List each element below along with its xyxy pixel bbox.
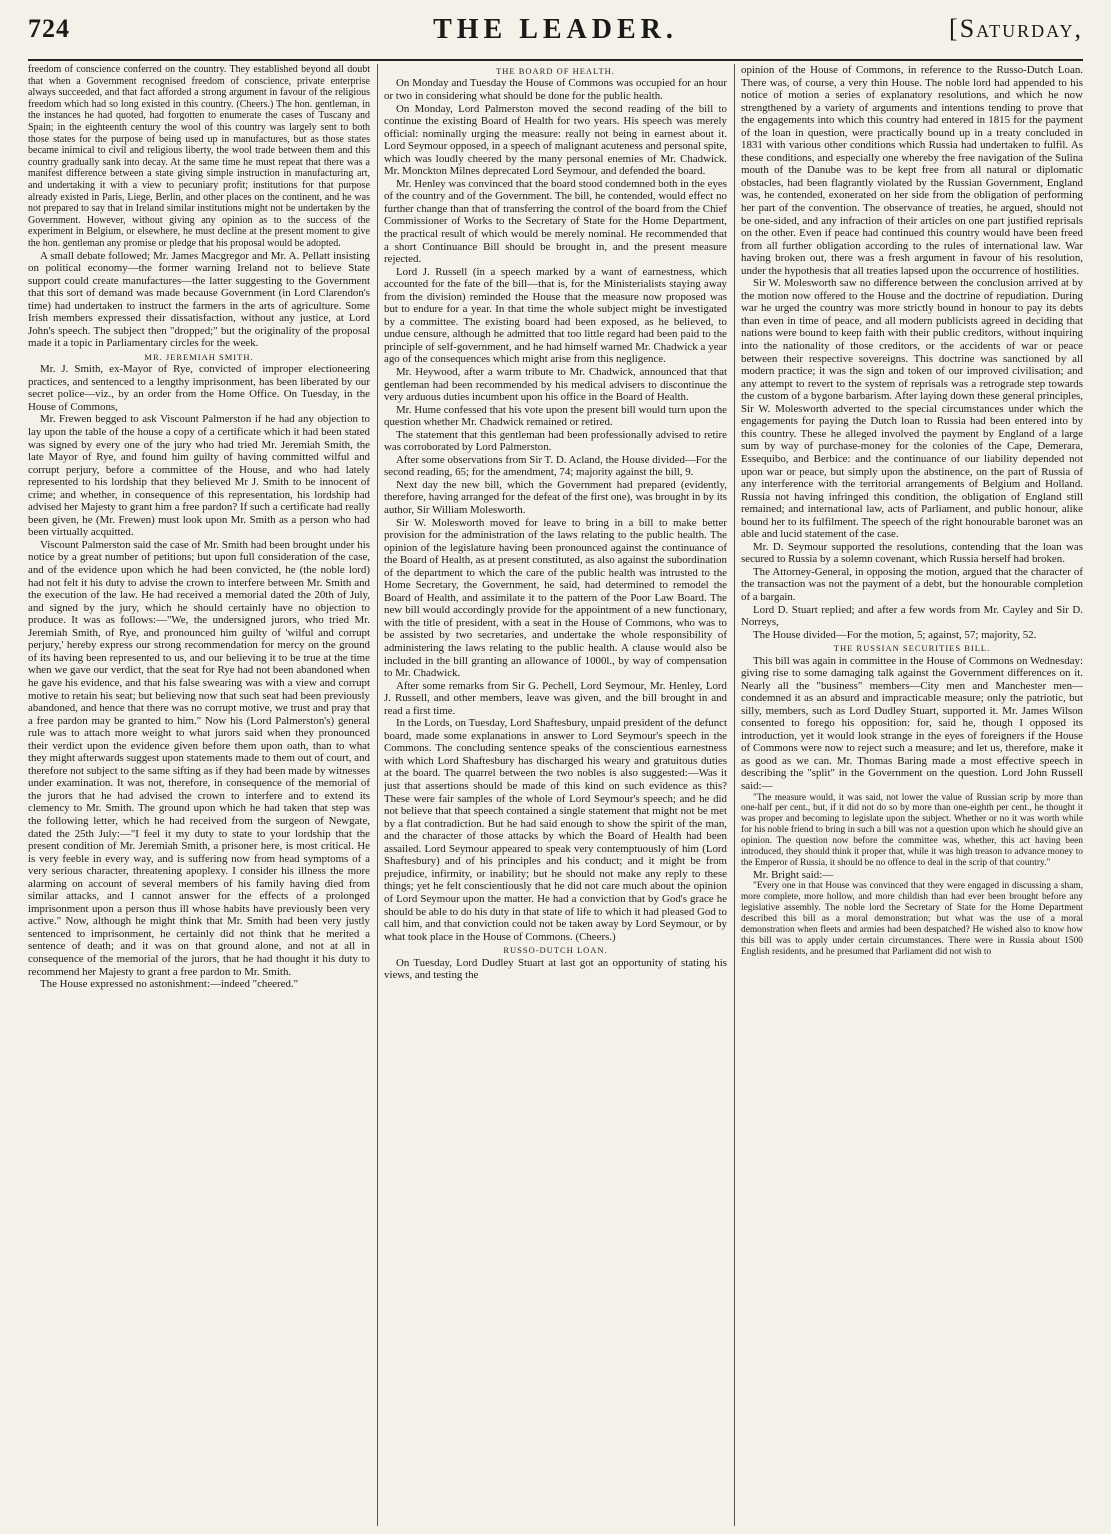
column-divider	[377, 64, 378, 1526]
paragraph: The House expressed no astonishment:—indeed "cheered."	[40, 978, 299, 991]
paragraph: The Attorney-General, in opposing the motion, argued that the character of the transaction was not the payment of a debt, but the honourable completion of a bargain.	[741, 565, 1083, 603]
section-heading: MR. JEREMIAH SMITH.	[144, 351, 254, 362]
issue-day: [Saturday,	[949, 14, 1083, 43]
paragraph: Sir W. Molesworth saw no difference between the conclusion arrived at by the motion now offered to the House and the doctrine of repudiation. During war he urged the country was more strictly bound in honour to pay its debts than even in time of peace, and all modern publicists agreed in deciding that nations were bound to keep faith with their public creditors, without inquiring into the nationality of those creditors, or the accidents of war or peace between their respective sovereigns. This doctrine was sanctioned by all modern practice; it was the sign and token of our improved civilisation; and any attempt to revert to the system of reprisals was a retrograde step towards the custom of a bygone barbarism. After laying down these general principles, Sir W. Molesworth adverted to the special circumstances under which the engagements for paying the Dutch loan to Russia had been entered into by this country. These he alleged involved the payment by England of a large sum by way of purchase-money for the colonies of the Cape, Demerara, Essequibo, and Berbice: and the continuance of our liability depended not upon war or peace, but simply upon the abstinence, on the part of Russia of any interference with the territorial arrangements of Belgium and Holland. Russia not having infringed this condition, the obligation of England still remained; and international law, acts of Parliament, and public honour, alike bound her to its fulfilment. The speech of the right honourable baronet was an able and lucid statement of the case.	[741, 277, 1083, 541]
paragraph: Mr. Frewen begged to ask Viscount Palmerston if he had any objection to lay upon the table of the house a copy of a certificate which it had been stated was signed by every one of the jury who had tried Mr. Jeremiah Smith, the late Mayor of Rye, and found him guilty of having committed wilful and corrupt perjury, before a committee of the House, and who had lately represented to his lordship that they believed Mr J. Smith to be innocent of crime; and whether, in consequence of this representation, his lordship had advised her Majesty to grant him a free pardon? If such a certificate had really been given, he (Mr. Frewen) must look upon Mr. Smith as a person who had been virtually acquitted.	[28, 413, 370, 539]
column-1	[28, 64, 370, 1526]
newspaper-title: THE LEADER.	[433, 14, 678, 45]
paragraph: This bill was again in committee in the House of Commons on Wednesday: giving rise to some damaging talk against the Government differences on it. Nearly all the "business" members—City men and Manchester men—condemned it as an absurd and impracticable measure; only the patriotic, but silly, members, such as Lord Dudley Stuart, supported it. Mr. James Wilson consented to forego his opposition: for, said he, though I opposed its introduction, yet it would look strange in the eyes of foreigners if the House of Commons were now to reject such a measure; and let us, therefore, make it as good as we can. Mr. Thomas Baring made a most effective speech in describing the "split" in the Government on the question. Lord John Russell said:—	[741, 654, 1083, 793]
paragraph: Mr. D. Seymour supported the resolutions, contending that the loan was secured to Russia by a solemn covenant, which Russia herself had broken.	[741, 540, 1083, 566]
paragraph: On Monday and Tuesday the House of Commons was occupied for an hour or two in considering what should be done for the public health.	[384, 77, 727, 102]
paragraph: Next day the new bill, which the Government had prepared (evidently, therefore, having arranged for the defeat of the first one), was brought in by its author, Sir William Molesworth.	[384, 478, 727, 516]
paragraph: The statement that this gentleman had been professionally advised to retire was corroborated by Lord Palmerston.	[384, 428, 727, 454]
paragraph: On Monday, Lord Palmerston moved the second reading of the bill to continue the existing Board of Health for two years. His speech was merely official: nominally urging the measure: really not being in earnest about it. Lord Seymour opposed, in a speech of malignant acuteness and personal spite, which was loudly cheered by the many personal enemies of Mr. Chadwick. Mr. Monckton Milnes deprecated Lord Seymour, and defended the board.	[384, 102, 727, 178]
paragraph: Sir W. Molesworth moved for leave to bring in a bill to make better provision for the administration of the laws relating to the public health. The opinion of the legislature having been pronounced against the continuance of the Board of Health, as at present constituted, as also against the subordination of the department to which the care of the public health was intrusted to the Home Secretary, the Government, he said, had determined to remodel the Board of Health, and assimilate it to the pattern of the Poor Law Board. The new bill would accordingly provide for the appointment of a new functionary, with the title of president, with a seat in the House of Commons, who was to be assisted by two secretaries, and undertake the whole responsibility of administering the laws relating to the public health. A clause would also be included in the bill granting an allowance of 1000l., by way of compensation to Mr. Chadwick.	[384, 516, 727, 680]
paragraph: Mr. Hume confessed that his vote upon the present bill would turn upon the question whether Mr. Chadwick remained or retired.	[384, 403, 727, 429]
paragraph: Mr. Heywood, after a warm tribute to Mr. Chadwick, announced that that gentleman had been recommended by his medical advisers to discontinue the very arduous duties incumbent upon his office in the Board of Health.	[384, 365, 727, 404]
paragraph: A small debate followed; Mr. James Macgregor and Mr. A. Pellatt insisting on political economy—the former warning Ireland not to believe State support could create manufactures—the latter suggesting to the Government that this sort of demand was made because Government (in Lord Clarendon's time) had undertaken to instruct the farmers in the arts of agriculture. Some Irish members expressed their dissatisfaction, without any justice, at Lord John's speech. The subject then "dropped;" but the originality of the proposal made it a topic in Parliamentary circles for the week.	[28, 249, 370, 350]
block-quote: "The measure would, it was said, not lower the value of Russian scrip by more than one-half per cent., but, if it did not do so by more than one-eighth per cent., he thought it was proper and becoming to legislate upon the subject. Whether or no it was worth while for his noble friend to bring in such a bill was not a question upon which he should give an opinion. The question now before the committee was, whether, this act having been introduced, they should think it proper that, while it was high treason to advance money to the Emperor of Russia, it should be no offence to deal in the scrip of that country."	[741, 792, 1083, 869]
paragraph: Lord D. Stuart replied; and after a few words from Mr. Cayley and Sir D. Norreys,	[741, 603, 1083, 629]
column-3	[741, 64, 1083, 1526]
block-quote: "Every one in that House was convinced that they were engaged in discussing a sham, more complete, more hollow, and more childish than had ever been brought before any legislative assembly. The noble lord the Secretary of State for the Home Department described this bill as a moral demonstration; but what was the use of a moral demonstration when fleets and armies had been despatched? He wished also to know how this bill was to apply under certain circumstances. There were in Russia about 1500 English residents, and he presumed that Parliament did not wish to	[741, 881, 1083, 957]
paragraph: freedom of conscience conferred on the country. They established beyond all doubt that when a Government recognised freedom of conscience, private enterprise always succeeded, and that fact afforded a strong argument in favour of the religious freedom which had so long existed in this country. (Cheers.) The hon. gentleman, in the instances he had quoted, had forgotten to enumerate the cases of Tuscany and Spain; in the eighteenth century the wool of this country was largely sent to both those states for the purpose of being used up in manufactures, but as those states became inimical to civil and religious liberty, the wool trade between them and this country gradually sank into decay. At the same time he must repeat that there was a manifest difference between a state giving simple instruction in manufacturing art, and undertaking it with a view to pecuniary profit; institutions for that purpose already existed in Paris, Liege, Berlin, and other places on the continent, and he was not prepared to say that in Ireland similar institutions might not be undertaken by the Government. However, without giving any opinion as to the success of the experiment in Belgium, or elsewhere, he must decline at the present moment to give the hon. gentleman any promise or pledge that his proposal would be adopted.	[28, 64, 370, 249]
section-heading: THE RUSSIAN SECURITIES BILL.	[833, 643, 991, 654]
paragraph: opinion of the House of Commons, in reference to the Russo-Dutch Loan. There was, of course, a very thin House. The noble lord had appended to his notice of motion a series of explanatory resolutions, and which he now strengthened by a variety of arguments and intentions tending to prove that the engagements into which this country had entered in 1815 for the payment of the loan in question, were practically bound up in a treaty concluded in 1831 with various other conditions which Russia had undertaken to fulfil. As these conditions, and especially one whereby the free navigation of the Sulina mouth of the Danube was to be kept free from all natural or diplomatic obstacles, had been flagrantly violated by the Russian Government, England was, he contended, exonerated on her side from the obligation of performing her part of the convention. The observance of treaties, he argued, should not be one-sided, and any infraction of their articles on one part justified reprisals on the other. Even if peace had continued this country would have been freed from all further obligation according to the rules of international law. War having broken out, there was a fresh argument in favour of his resolution, under the hypothesis that all treaties lapsed upon the occurrence of hostilities.	[741, 64, 1083, 277]
paragraph: In the Lords, on Tuesday, Lord Shaftesbury, unpaid president of the defunct board, made some explanations in answer to Lord Seymour's speech in the Commons. The concluding sentence speaks of the conscientious earnestness with which Lord Shaftesbury has discharged his weary and gratuitous duties at the board. The quarrel between the two nobles is also suggested:—Was it just that assertions should be made of this kind on such evidence as this? These were fair samples of the whole of Lord Seymour's speech; and he did not believe that that speech contained a single statement that might not be met by a flat contradiction. But he had said enough to show the spirit of the man, and the character of those attacks by which the Board of Health had been assailed. Lord Seymour appeared to speak very contemptuously of him (Lord Shaftesbury) and of his principles and his conduct; and it might be from prejudice, infirmity, or inability; but he should not make any reply to these things; yet he felt conscientiously that he did not care much about the opinion of Lord Seymour upon the matter. He had a conviction that by God's grace he should be able to do his duty in that state of life to which it had pleased God to call him, and that conviction could not be taken away by Lord Seymour, or by what took place in the House of Commons. (Cheers.)	[384, 717, 727, 943]
header-rule	[28, 59, 1083, 61]
section-heading: THE BOARD OF HEALTH.	[496, 66, 615, 76]
masthead	[28, 14, 1083, 54]
paragraph: Viscount Palmerston said the case of Mr. Smith had been brought under his notice by a great number of petitions; but upon full consideration of the case, and of the evidence upon which he had been convicted, he (the noble lord) had not felt it his duty to advise the crown to interfere between Mr. Smith and the execution of the law. He had received a memorial dated the 20th of July, and signed by the jury, which he should certainly have no objection to produce. It was as follows:—"We, the undersigned jurors, who tried Mr. Jeremiah Smith, of Rye, and pronounced him guilty of 'wilful and corrupt perjury,' hereby express our strong recommendation for mercy on the ground of its having been represented to us, and our believing it to be true at the time when we gave our verdict, that the seat for Rye had not been abandoned when he gave his evidence, and that his false swearing was with a view and corrupt motive to retain his seat; but believing now that such seat had been previously abandoned, and hence that there was no corrupt motive, we trust and pray that a free pardon may be granted to him." Now his (Lord Palmerston's) general rule was to attach more weight to what jurors said when they pronounced their verdict upon the evidence given before them upon oath, than to what they might afterwards suggest upon statements made to them out of court, and therefore not subject to the same sifting as if they had been made by witnesses under examination. It was not, therefore, in consequence of the memorial of the jurors that he had advised the crown to interfere and to extend its clemency to Mr. Smith. The ground upon which he had taken that step was the following letter, which he had received from the surgeon of Newgate, dated the 25th July:—"I feel it my duty to state to your lordship that the present condition of Mr. Jeremiah Smith, a prisoner here, is most critical. He is very feeble in every way, and is suffering now from head symptoms of a very serious character, threatening apoplexy. I consider his illness the more alarming on account of several members of his family having died from similar attacks, and I cannot answer for the effects of a prolonged imprisonment upon a person thus ill whose habits have previously been very active." Now, although he might think that Mr. Smith had been very justly sentenced to imprisonment, he certainly did not think that he merited a sentence of death; and it was on that ground alone, and not at all in consequence of the memorial of the jurors, that he had thought it his duty to recommend her Majesty to grant a free pardon to Mr. Smith.	[28, 538, 370, 978]
paragraph: Mr. J. Smith, ex-Mayor of Rye, convicted of improper electioneering practices, and sentenced to a lengthy imprisonment, has been liberated by our secret police—viz., by an order from the Home Office. On Tuesday, in the House of Commons,	[28, 363, 370, 413]
paragraph: Lord J. Russell (in a speech marked by a want of earnestness, which accounted for the fate of the bill—that is, for the Ministerialists staying away from the division) reminded the House that the measure now proposed was but to endure for a year. In that time the whole subject might be investigated by a committee. The existing board had been exposed, as he believed, to undue censure, although he admitted that too little regard had been paid to the principle of self-government, and he had himself warned Mr. Chadwick a year ago of the consequences which might arise from this negligence.	[384, 265, 727, 366]
section-heading: RUSSO-DUTCH LOAN.	[503, 945, 608, 956]
column-divider	[734, 64, 735, 1526]
page-number: 724	[28, 14, 70, 43]
paragraph: Mr. Bright said:—	[753, 868, 834, 881]
paragraph: The House divided—For the motion, 5; against, 57; majority, 52.	[753, 628, 1037, 641]
paragraph: After some observations from Sir T. D. Acland, the House divided—For the second reading, 65; for the amendment, 74; majority against the bill, 9.	[384, 453, 727, 479]
paragraph: Mr. Henley was convinced that the board stood condemned both in the eyes of the country and of the Government. The bill, he contended, would effect no further change than that of transferring the control of the board from the Chief Commissioner of Works to the Secretary of State for the Home Department, the practical result of which would be merely nominal. He recommended that a short Continuance Bill should be brought in, and the present measure rejected.	[384, 177, 727, 266]
paragraph: On Tuesday, Lord Dudley Stuart at last got an opportunity of stating his views, and testing the	[384, 956, 727, 982]
paragraph: After some remarks from Sir G. Pechell, Lord Seymour, Mr. Henley, Lord J. Russell, and other members, leave was given, and the bill brought in and read a first time.	[384, 679, 727, 717]
column-2	[384, 64, 727, 1526]
